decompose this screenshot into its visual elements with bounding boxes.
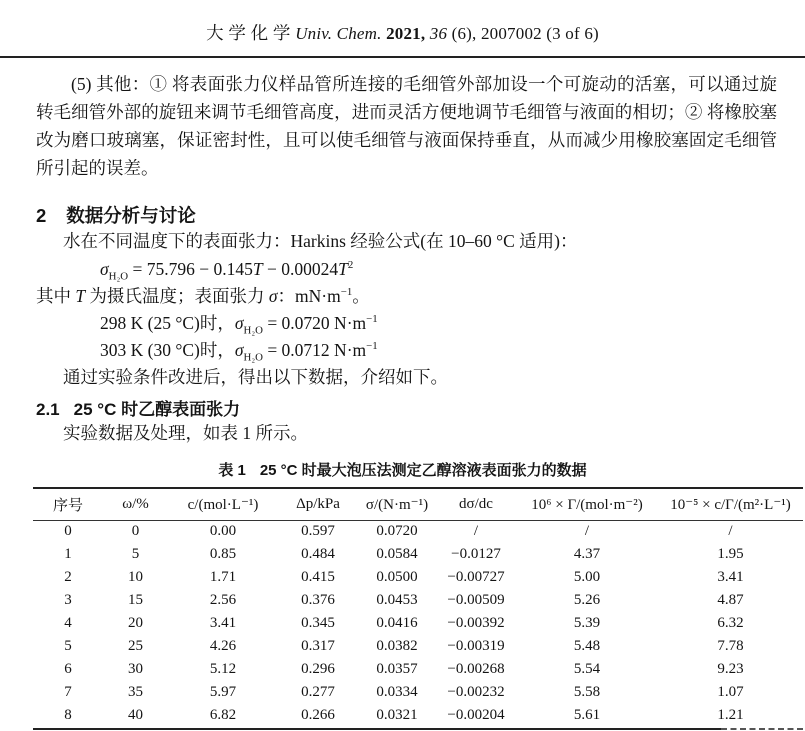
- header-divider: [0, 56, 805, 58]
- table-cell: 3: [64, 592, 72, 608]
- table-caption-text: 25 °C 时最大泡压法测定乙醇溶液表面张力的数据: [259, 462, 587, 479]
- table-body: [33, 520, 803, 727]
- table-cell: 5.54: [573, 661, 601, 677]
- paragraph-other-improvements: (5) 其他：① 将表面张力仪样品管所连接的毛细管外部加设一个可旋动的活塞，可以通过旋转毛细管外部的旋钮来调节毛细管高度，进而灵活方便地调节毛细管与液面的相切；② 将橡胶塞改为磨口玻璃塞，保证密封性，且可以使毛细管与液面保持垂直，从而减少用橡胶塞固定毛细管所引起的误差。: [36, 74, 777, 178]
- table-cell: 4: [64, 615, 72, 631]
- journal-year: 2021,: [386, 24, 430, 43]
- table-cell: 4.87: [717, 592, 744, 608]
- table-intro-line: 实验数据及处理，如表 1 所示。: [63, 423, 308, 443]
- table-cell: 10: [128, 569, 143, 585]
- harkins-intro-line: 水在不同温度下的表面张力：Harkins 经验公式(在 10–60 °C 适用)：: [63, 231, 578, 251]
- sigma-symbol: σ: [100, 259, 109, 279]
- table-cell: −0.00727: [447, 569, 505, 585]
- table-cell: 5.39: [573, 615, 601, 631]
- table-cell: 0: [131, 523, 140, 540]
- table-cell: 8: [64, 707, 72, 723]
- section-2-1-number: 2.1: [36, 400, 60, 419]
- table-header-row: [33, 488, 803, 520]
- table-cell: 2.56: [209, 592, 237, 608]
- data-table-wrap: [33, 487, 803, 731]
- table-cell: 0.415: [301, 569, 335, 585]
- table-cell: 0.0357: [376, 661, 418, 677]
- table-cell: 6.82: [209, 707, 237, 723]
- table-cell: 5.61: [573, 707, 601, 723]
- table-cell: 0.317: [301, 638, 335, 654]
- table-cell: −0.00319: [447, 638, 505, 654]
- table-cell: −0.00509: [447, 592, 505, 608]
- table-cell: /: [473, 523, 479, 540]
- section-2-1-heading: [36, 395, 805, 420]
- table-cell: 15: [128, 592, 143, 608]
- table-cell: 30: [128, 661, 143, 677]
- table-cell: 0.345: [301, 615, 335, 631]
- table-cell: 4.26: [209, 638, 237, 654]
- table-cell: −0.00392: [447, 615, 505, 631]
- table-row: [33, 681, 803, 704]
- table-column-header: Δp/kPa: [296, 495, 340, 512]
- table-cell: 0.0382: [376, 638, 418, 654]
- table-cell: 2: [64, 569, 72, 585]
- table-cell: 1.07: [717, 684, 744, 700]
- table-cell: 6.32: [717, 615, 744, 631]
- table-cell: 9.23: [717, 661, 744, 677]
- table-cell: 20: [128, 615, 143, 631]
- table-column-header: c/(mol·L⁻¹): [187, 496, 259, 513]
- table-cell: 7: [64, 684, 72, 700]
- table-cell: −0.00232: [447, 684, 505, 700]
- table-cell: 25: [128, 638, 143, 654]
- table-row: [33, 635, 803, 658]
- table-cell: 5: [131, 546, 140, 562]
- table-cell: 0.85: [209, 546, 237, 562]
- table-cell: 5.48: [573, 638, 601, 654]
- table-cell: 1.71: [209, 569, 237, 585]
- table-cell: 40: [128, 707, 143, 723]
- table-row: [33, 658, 803, 681]
- table-cell: 6: [64, 661, 72, 677]
- table-cell: 0.484: [301, 546, 335, 562]
- table-cell: 4.37: [573, 546, 601, 562]
- journal-title-cn: 大 学 化 学: [206, 23, 296, 43]
- table-row: [33, 543, 803, 566]
- table-cell: 0.00: [209, 523, 237, 540]
- section-2-1-title: 25 °C 时乙醇表面张力: [73, 400, 241, 419]
- h2o-subscript: H₂O: [108, 270, 129, 283]
- table-cell: 5.97: [209, 684, 237, 700]
- table-row: [33, 520, 803, 543]
- table-cell: 0.266: [301, 707, 335, 723]
- table-cell: 7.78: [717, 638, 744, 654]
- table-cell: −0.00204: [447, 707, 505, 723]
- harkins-formula: $\sigma_{H_2O} = 75.796 - 0.145T - 0.00024T^2$: [100, 259, 354, 283]
- table-cell: 5: [64, 638, 72, 654]
- table-cell: 1: [64, 546, 72, 562]
- sigma-303k-line: 303 K (30 °C)时，$\sigma_{H_2O} = 0.0712$ $N\cdot m^{-1}$: [100, 340, 378, 364]
- table-cell: −0.00268: [447, 661, 505, 677]
- temperature-note-line: 其中 T 为摄氏温度；表面张力 σ：$mN\cdot m^{-1}$。: [36, 286, 370, 306]
- data-table: [33, 487, 803, 727]
- table-cell: /: [584, 523, 590, 540]
- table-cell: 0.296: [301, 661, 335, 677]
- table-column-header: 序号: [52, 497, 83, 514]
- table-cell: 0.0720: [376, 523, 418, 540]
- table-caption: [0, 459, 805, 480]
- table-column-header: ω/%: [122, 495, 149, 512]
- table-column-header: dσ/dc: [459, 495, 493, 512]
- journal-title-en: Univ. Chem.: [295, 24, 387, 43]
- table-row: [33, 566, 803, 589]
- table-cell: 5.58: [573, 684, 601, 700]
- section-2-title: 数据分析与讨论: [66, 205, 196, 226]
- table-cell: 0.0321: [376, 707, 418, 723]
- table-cell: 0.0453: [376, 592, 418, 608]
- table-row: [33, 612, 803, 635]
- section-2-heading: [36, 202, 805, 228]
- table-cell: 0.0416: [376, 615, 418, 631]
- journal-volume: 36: [429, 24, 452, 43]
- table-cell: 3.41: [209, 615, 237, 631]
- table-cell: 0.376: [301, 592, 335, 608]
- journal-issue-pages: (6), 2007002 (3 of 6): [451, 24, 599, 43]
- sigma-298k-line: 298 K (25 °C)时，$\sigma_{H_2O} = 0.0720$ $N\cdot m^{-1}$: [100, 313, 378, 337]
- after-improvement-line: 通过实验条件改进后，得出以下数据，介绍如下。: [63, 367, 448, 387]
- table-column-header: 10⁻⁵ × c/Γ/(m²·L⁻¹): [670, 496, 791, 513]
- table-cell: 0.277: [301, 684, 335, 700]
- table-column-header: 10⁶ × Γ/(mol·m⁻²): [531, 496, 643, 513]
- table-column-header: σ/(N·m⁻¹): [365, 496, 429, 513]
- table-cell: 5.26: [573, 592, 601, 608]
- table-row: [33, 704, 803, 727]
- table-cell: 0.0500: [376, 569, 418, 585]
- table-cell: 0.0584: [376, 546, 418, 562]
- table-cell: 1.21: [717, 707, 744, 723]
- journal-header: [0, 0, 805, 45]
- table-cell: 5.12: [209, 661, 237, 677]
- table-cell: −0.0127: [451, 546, 501, 562]
- section-2-number: 2: [36, 205, 47, 226]
- table-cell: 0.597: [301, 523, 335, 540]
- table-cell: 35: [128, 684, 143, 700]
- table-cell: /: [728, 523, 733, 540]
- table-cell: 0: [64, 523, 72, 540]
- table-cell: 1.95: [717, 546, 744, 562]
- table-header: [33, 488, 803, 520]
- table-cell: 3.41: [717, 569, 744, 585]
- table-row: [33, 589, 803, 612]
- table-cell: 5.00: [573, 569, 601, 585]
- table-caption-label: 表 1: [218, 462, 246, 479]
- table-cell: 0.0334: [376, 684, 418, 700]
